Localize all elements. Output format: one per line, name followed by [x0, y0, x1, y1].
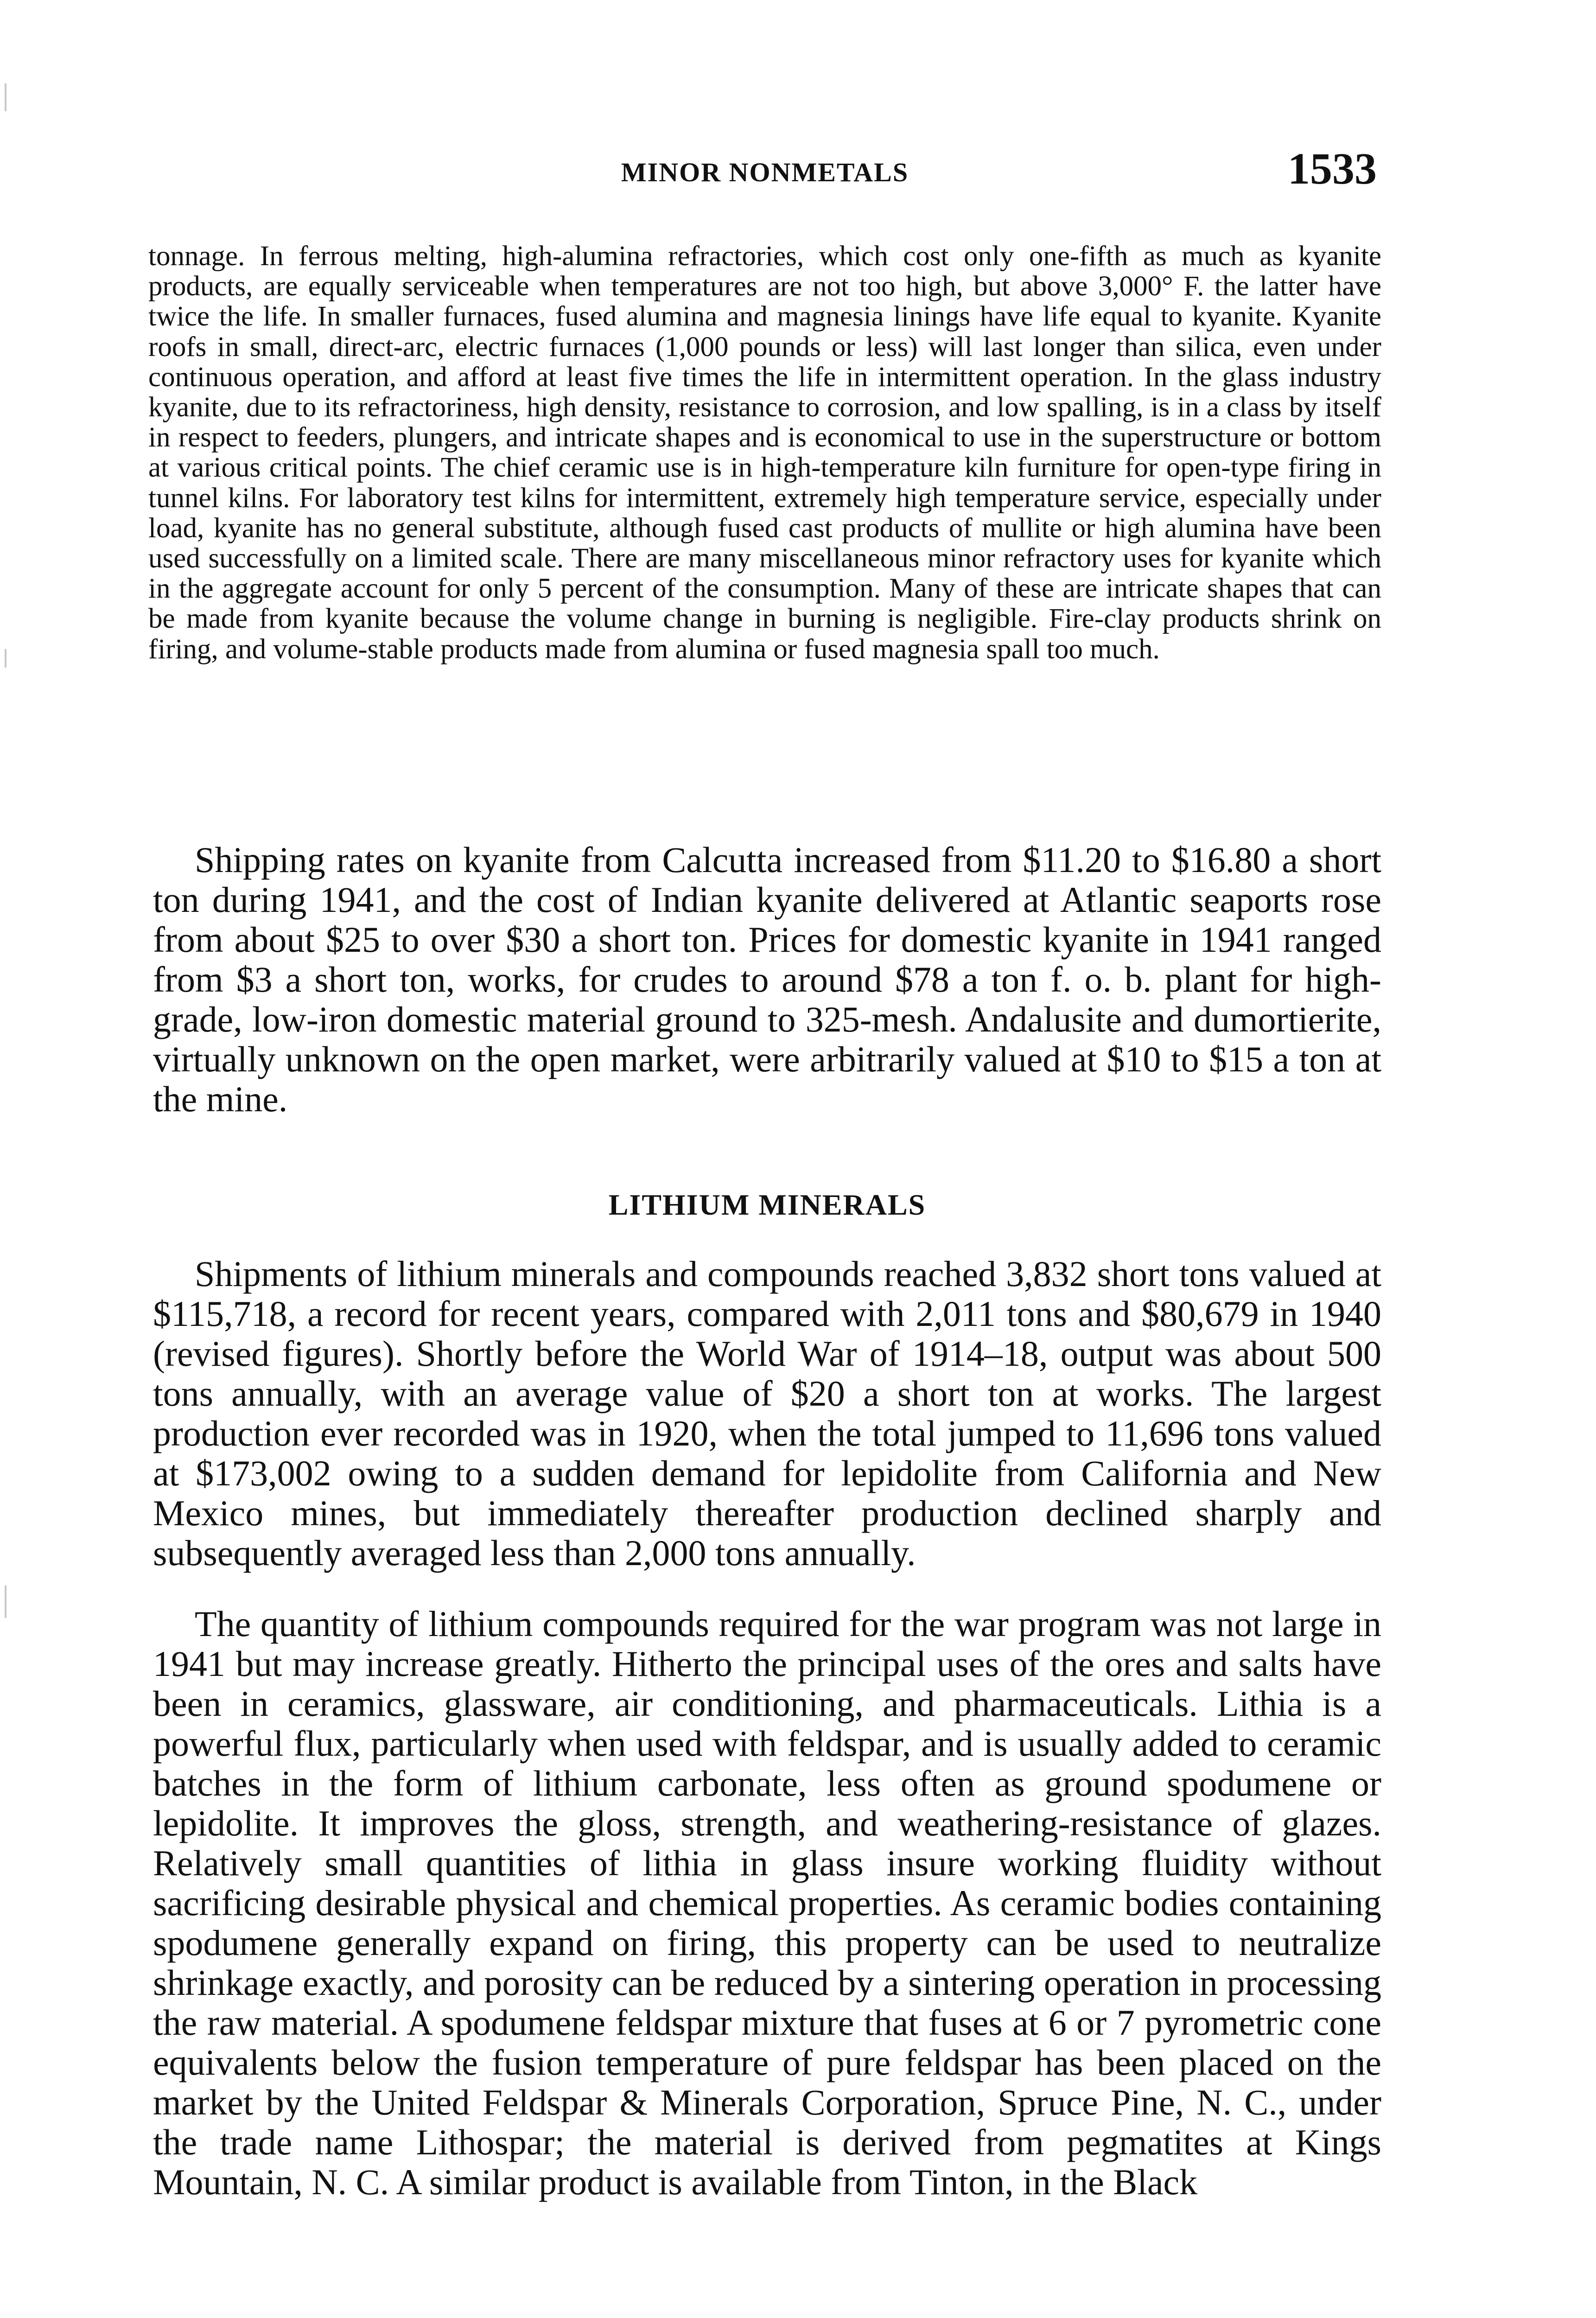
- lithium-uses-paragraph: [153, 1604, 1381, 2202]
- paragraph-text: tonnage. In ferrous melting, high-alumina refractories, which cost only one-fifth as much as kyanite products, are equally serviceable when temperatures are not too high, but above 3,000° F. the latter have twice the life. In smaller furnaces, fused alumina and magnesia linings have life equal to kyanite. Kyanite roofs in small, direct-arc, electric furnaces (1,000 pounds or less) will last longer than silica, even under continuous operation, and afford at least five times the life in intermittent operation. In the glass industry kyanite, due to its refractoriness, high density, resistance to corrosion, and low spalling, is in a class by itself in respect to feeders, plungers, and intricate shapes and is economical to use in the superstructure or bottom at various critical points. The chief ceramic use is in high-temperature kiln furniture for open-type firing in tunnel kilns. For laboratory test kilns for intermittent, extremely high temperature service, especially under load, kyanite has no general substitute, although fused cast products of mullite or high alumina have been used successfully on a limited scale. There are many miscellaneous minor refractory uses for kyanite which in the aggregate account for only 5 percent of the consumption. Many of these are intricate shapes that can be made from kyanite because the volume change in burning is negligible. Fire-clay products shrink on firing, and volume-stable products made from alumina or fused magnesia spall too much.: [148, 241, 1381, 665]
- paragraph-text: Shipments of lithium minerals and compounds reached 3,832 short tons valued at $115,718, a record for recent years, compared with 2,011 tons and $80,679 in 1940 (revised figures). Shortly before the World War of 1914–18, output was about 500 tons annually, with an average value of $20 a short ton at works. The largest production ever recorded was in 1920, when the total jumped to 11,696 tons valued at $173,002 owing to a sudden demand for lepidolite from California and New Mexico mines, but immediately thereafter production declined sharply and subsequently averaged less than 2,000 tons annually.: [153, 1254, 1381, 1573]
- running-title: MINOR NONMETALS: [621, 157, 909, 187]
- kyanite-continuation-paragraph: [148, 241, 1381, 664]
- scan-edge-mark: [5, 1586, 6, 1618]
- lithium-shipments-paragraph: [153, 1254, 1381, 1573]
- section-heading: LITHIUM MINERALS: [608, 1188, 926, 1221]
- scan-edge-mark: [5, 83, 6, 111]
- scan-edge-mark: [5, 649, 6, 668]
- paragraph-text: The quantity of lithium compounds required for the war program was not large in 1941 but may increase greatly. Hitherto the principal uses of the ores and salts have been in ceramics, glassware, air conditioning, and pharmaceuticals. Lithia is a powerful flux, particularly when used with feldspar, and is usually added to ceramic batches in the form of lithium carbonate, less often as ground spodumene or lepidolite. It improves the gloss, strength, and weathering-resistance of glazes. Relatively small quantities of lithia in glass insure working fluidity without sacrificing desirable physical and chemical properties. As ceramic bodies containing spodumene generally expand on firing, this property can be used to neutralize shrinkage exactly, and porosity can be reduced by a sintering operation in processing the raw material. A spodumene feldspar mixture that fuses at 6 or 7 pyrometric cone equivalents below the fusion temperature of pure feldspar has been placed on the market by the United Feldspar & Minerals Corporation, Spruce Pine, N. C., under the trade name Lithospar; the material is derived from pegmatites at Kings Mountain, N. C. A similar product is available from Tinton, in the Black: [153, 1604, 1381, 2202]
- page-header: [153, 144, 1377, 198]
- page-number: 1533: [1288, 144, 1377, 193]
- paragraph-text: Shipping rates on kyanite from Calcutta increased from $11.20 to $16.80 a short ton during 1941, and the cost of Indian kyanite delivered at Atlantic seaports rose from about $25 to over $30 a short ton. Prices for domestic kyanite in 1941 ranged from $3 a short ton, works, for crudes to around $78 a ton f. o. b. plant for high-grade, low-iron domestic material ground to 325-mesh. Andalusite and dumortierite, virtually unknown on the open market, were arbitrarily valued at $10 to $15 a ton at the mine.: [153, 840, 1381, 1119]
- kyanite-prices-paragraph: [153, 840, 1381, 1119]
